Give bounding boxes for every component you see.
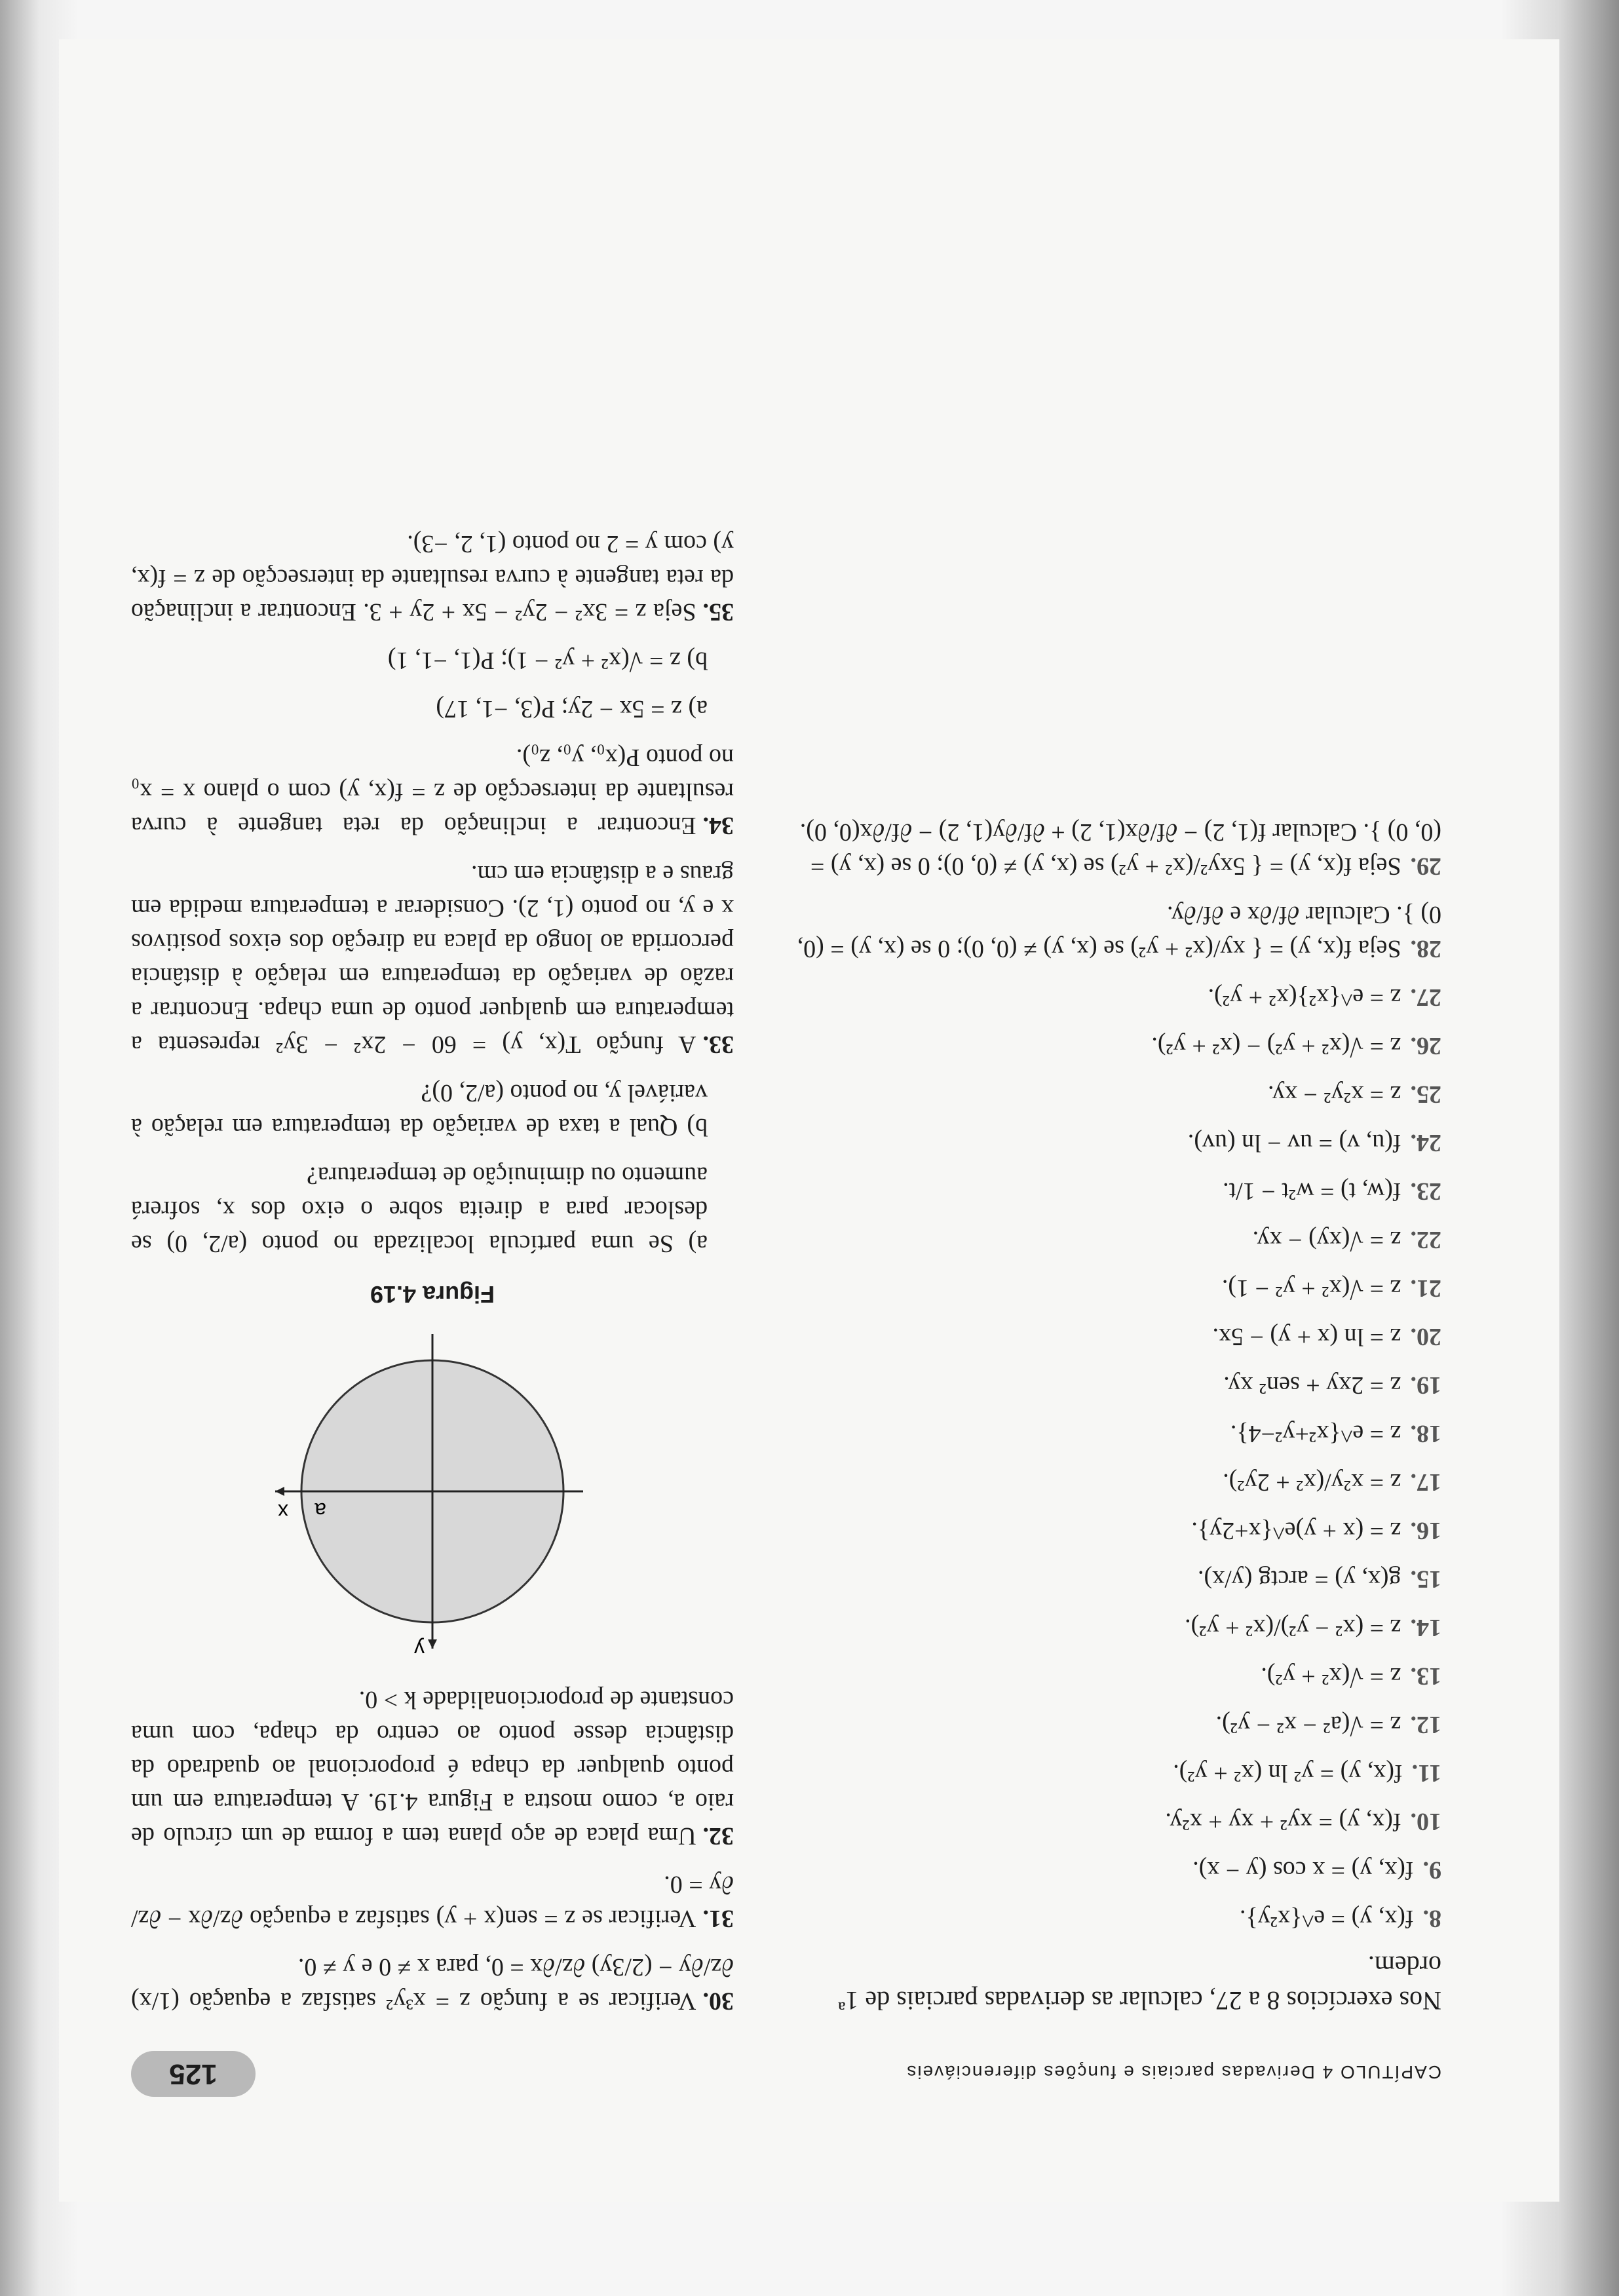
problem-number: 31. xyxy=(702,1905,734,1932)
exercise-number: 23. xyxy=(1410,1177,1441,1205)
problem-31 xyxy=(131,1867,734,1936)
problem-34a: a) z = 5x − 2y; P(3, −1, 17) xyxy=(436,695,708,723)
problem-number: 34. xyxy=(702,812,734,839)
exercise-formula: f(u, v) = uv − ln (uv). xyxy=(1187,1129,1401,1157)
page-content xyxy=(131,138,1441,2090)
x-axis-label: x xyxy=(278,1500,288,1523)
exercise-number: 13. xyxy=(1410,1662,1441,1690)
problem-33 xyxy=(131,857,734,1062)
y-axis-label: y xyxy=(414,1637,425,1661)
exercise-number: 28. xyxy=(1410,935,1441,963)
figure-caption: Figura 4.19 xyxy=(370,1281,495,1308)
y-axis-arrow-icon xyxy=(428,1639,437,1649)
chapter-title: CAPÍTULO 4 Derivadas parciais e funções diferenciáveis xyxy=(905,2062,1441,2082)
exercise-item xyxy=(786,1320,1441,1354)
exercise-item xyxy=(786,1029,1441,1063)
exercise-number: 21. xyxy=(1410,1274,1441,1302)
left-column xyxy=(786,801,1441,2018)
radius-label: a xyxy=(314,1499,326,1522)
exercise-item xyxy=(786,1756,1441,1790)
exercise-number: 25. xyxy=(1410,1081,1441,1108)
exercise-item xyxy=(786,1611,1441,1645)
exercise-item xyxy=(786,1077,1441,1111)
exercise-list xyxy=(786,815,1441,1936)
exercise-number: 27. xyxy=(1410,984,1441,1011)
exercise-item xyxy=(786,1853,1441,1887)
exercise-number: 11. xyxy=(1411,1759,1441,1787)
exercise-item xyxy=(786,1126,1441,1160)
exercise-item xyxy=(786,1368,1441,1402)
exercise-number: 22. xyxy=(1410,1226,1441,1253)
exercise-formula: z = 2xy + sen² xy. xyxy=(1223,1371,1401,1399)
problem-text: Seja z = 3x² − 2y² − 5x + 2y + 3. Encontrar a inclinação da reta tangente à curva resultante da intersecção de z = f(x, y) com y = 2 no ponto (1, 2, −3). xyxy=(131,530,734,626)
exercise-formula: f(x, y) = y² ln (x² + y²). xyxy=(1173,1759,1403,1787)
exercise-number: 20. xyxy=(1410,1323,1441,1350)
exercise-formula: z = √(a² − x² − y²). xyxy=(1215,1711,1401,1738)
exercise-formula: f(x, y) = xy² + xy + x²y. xyxy=(1165,1808,1401,1835)
problem-text: Encontrar a inclinação da reta tangente à curva resultante da intersecção de z = f(x, y) com o plano x = x₀ no ponto P(x₀, y₀, z₀). xyxy=(131,744,734,839)
problem-34b: b) z = √(x² + y² − 1); P(1, −1, 1) xyxy=(387,647,708,674)
exercise-number: 10. xyxy=(1410,1808,1441,1835)
exercise-item xyxy=(786,1902,1441,1936)
figure-4-19 xyxy=(269,1314,596,1668)
exercise-formula: z = √(x² + y²) − (x² + y²). xyxy=(1151,1032,1401,1060)
problem-number: 33. xyxy=(702,1031,734,1058)
problem-text: A função T(x, y) = 60 − 2x² − 3y² representa a temperatura em qualquer ponto de uma chapa. Encontrar a razão de variação da temperatura em relação à distância percorrida ao longo da placa na direção dos eixos positivos x e y, no ponto (1, 2). Considerar a temperatura medida em graus e a distância em cm. xyxy=(131,860,734,1058)
exercise-number: 16. xyxy=(1410,1517,1441,1544)
problem-32a: a) Se uma partícula localizada no ponto (a/2, 0) se deslocar para a direita sobre o eixo dos x, sofrerá aumento ou diminuição de temperatura? xyxy=(131,1162,708,1257)
exercise-item xyxy=(786,1223,1441,1257)
problem-32 xyxy=(131,1683,734,1853)
exercise-item xyxy=(786,898,1441,966)
problem-30 xyxy=(131,1950,734,2018)
exercise-item xyxy=(786,1271,1441,1305)
exercise-formula: z = √(xy) − xy. xyxy=(1252,1226,1401,1253)
problem-text: Verificar se z = sen(x + y) satisfaz a equação ∂z/∂x − ∂z/∂y = 0. xyxy=(131,1871,734,1932)
exercise-formula: g(x, y) = arctg (y/x). xyxy=(1197,1565,1401,1593)
exercise-number: 17. xyxy=(1410,1468,1441,1496)
right-column xyxy=(131,512,734,2018)
exercise-formula: z = (x² − y²)/(x² + y²). xyxy=(1185,1614,1401,1641)
exercise-formula: Seja f(x, y) = { 5xy²/(x² + y²) se (x, y) ≠ (0, 0); 0 se (x, y) = (0, 0) }. Calcular f(1, 2) − ∂f/∂x(1, 2) + ∂f/∂y(1, 2) − ∂f/∂x(0, 0). xyxy=(799,818,1441,880)
problem-34 xyxy=(131,740,734,843)
exercise-number: 26. xyxy=(1410,1032,1441,1060)
exercise-item xyxy=(786,1659,1441,1693)
problem-number: 35. xyxy=(702,598,734,626)
exercise-number: 14. xyxy=(1410,1614,1441,1641)
problem-number: 32. xyxy=(702,1822,734,1850)
exercise-formula: f(x, y) = e^{x²y}. xyxy=(1240,1905,1414,1932)
exercise-formula: z = √(x² + y²). xyxy=(1261,1662,1401,1690)
problem-text: Verificar se a função z = x³y² satisfaz a equação (1/x) ∂z/∂y − (2/3y) ∂z/∂x = 0, para x ≠ 0 e y ≠ 0. xyxy=(131,1953,734,2015)
exercise-item xyxy=(786,1805,1441,1839)
book-page xyxy=(59,39,1559,2202)
exercise-formula: z = (x + y)e^{x+2y}. xyxy=(1191,1517,1401,1544)
exercise-item xyxy=(786,1708,1441,1742)
exercise-number: 29. xyxy=(1410,852,1441,880)
exercise-number: 8. xyxy=(1422,1905,1441,1932)
exercise-formula: Seja f(x, y) = { xy/(x² + y²) se (x, y) ≠ (0, 0); 0 se (x, y) = (0, 0) }. Calcular ∂f/∂x e ∂f/∂y. xyxy=(797,901,1441,963)
exercise-formula: f(w, t) = w²t − 1/t. xyxy=(1223,1177,1401,1205)
exercise-formula: z = e^{x²+y²−4}. xyxy=(1230,1420,1401,1447)
exercise-formula: z = √(x² + y² − 1). xyxy=(1221,1274,1401,1302)
exercise-item xyxy=(786,1465,1441,1499)
exercise-formula: z = ln (x + y) − 5x. xyxy=(1212,1323,1401,1350)
exercise-number: 9. xyxy=(1422,1856,1441,1884)
exercise-number: 12. xyxy=(1410,1711,1441,1738)
exercise-item xyxy=(786,1514,1441,1548)
problem-text: Uma placa de aço plana tem a forma de um círculo de raio a, como mostra a Figura 4.19. A temperatura em um ponto qualquer da chapa é proporcional ao quadrado da distância desse ponto ao centro da chapa, com uma constante de proporcionalidade k > 0. xyxy=(131,1686,734,1850)
exercise-item xyxy=(786,815,1441,883)
problem-number: 30. xyxy=(702,1987,734,2015)
exercise-formula: f(x, y) = x cos (y − x). xyxy=(1192,1856,1414,1884)
running-header xyxy=(131,2038,1441,2090)
exercise-intro: Nos exercícios 8 a 27, calcular as derivadas parciais de 1ª ordem. xyxy=(838,1951,1441,2016)
exercise-number: 24. xyxy=(1410,1129,1441,1157)
problem-32b: b) Qual a taxa de variação da temperatura em relação à variável y, no ponto (a/2, 0)? xyxy=(131,1079,708,1141)
circle-plate-diagram xyxy=(269,1328,596,1668)
x-axis-arrow-icon xyxy=(275,1487,284,1496)
exercise-number: 15. xyxy=(1410,1565,1441,1593)
exercise-formula: z = x²y² − xy. xyxy=(1267,1081,1401,1108)
exercise-formula: z = x²y/(x² + 2y²). xyxy=(1223,1468,1401,1496)
problem-35 xyxy=(131,527,734,629)
exercise-formula: z = e^{x²}(x² + y²). xyxy=(1208,984,1401,1011)
exercise-number: 18. xyxy=(1410,1420,1441,1447)
exercise-item xyxy=(786,1562,1441,1596)
exercise-item xyxy=(786,1417,1441,1451)
exercise-item xyxy=(786,1174,1441,1208)
exercise-number: 19. xyxy=(1410,1371,1441,1399)
exercise-item xyxy=(786,980,1441,1014)
page-number: 125 xyxy=(131,2051,256,2097)
